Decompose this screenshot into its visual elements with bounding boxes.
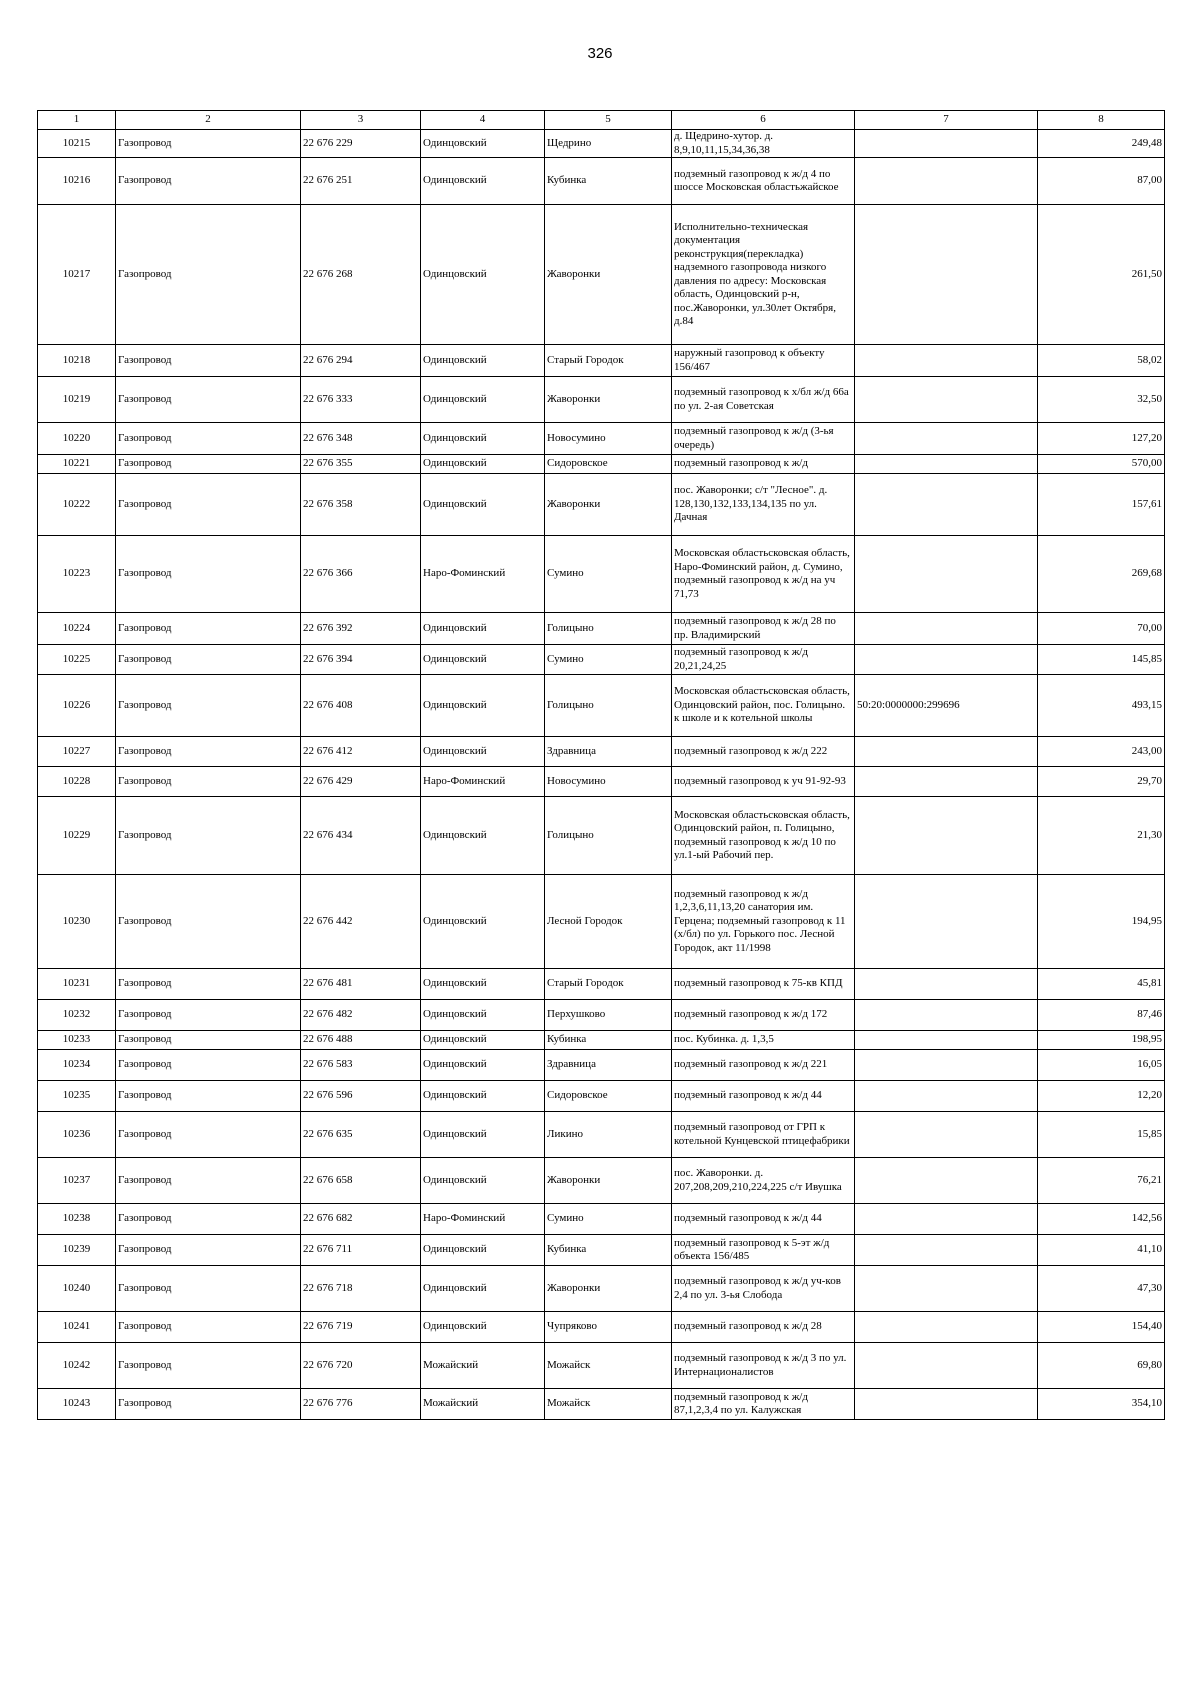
cell-length: 58,02: [1038, 345, 1165, 377]
cell-row-number: 10222: [38, 474, 116, 536]
table-row: [38, 797, 1165, 875]
cell-object-type: Газопровод: [116, 1050, 301, 1081]
cell-description: подземный газопровод от ГРП к котельной Кунцевской птицефабрики: [672, 1112, 855, 1158]
cell-row-number: 10242: [38, 1343, 116, 1389]
cell-locality: Голицыно: [545, 797, 672, 875]
cell-row-number: 10225: [38, 645, 116, 675]
cell-length: 493,15: [1038, 675, 1165, 737]
cell-locality: Жаворонки: [545, 474, 672, 536]
cell-length: 157,61: [1038, 474, 1165, 536]
table-row: [38, 613, 1165, 645]
cell-district: Одинцовский: [421, 1235, 545, 1266]
cell-object-code: 22 676 348: [301, 423, 421, 455]
cell-description: подземный газопровод к ж/д 87,1,2,3,4 по ул. Калужская: [672, 1389, 855, 1420]
table-row: [38, 1266, 1165, 1312]
page-number: 326: [587, 45, 613, 62]
cell-cadastral-number: [855, 1158, 1038, 1204]
cell-district: Одинцовский: [421, 797, 545, 875]
cell-object-type: Газопровод: [116, 767, 301, 797]
cell-cadastral-number: [855, 345, 1038, 377]
cell-row-number: 10223: [38, 536, 116, 613]
cell-locality: Жаворонки: [545, 205, 672, 345]
cell-length: 194,95: [1038, 875, 1165, 969]
cell-cadastral-number: [855, 1031, 1038, 1050]
cell-row-number: 10221: [38, 455, 116, 474]
registry-table: [37, 110, 1165, 1420]
table-row: [38, 455, 1165, 474]
cell-district: Одинцовский: [421, 969, 545, 1000]
cell-cadastral-number: [855, 1204, 1038, 1235]
cell-district: Одинцовский: [421, 737, 545, 767]
cell-row-number: 10240: [38, 1266, 116, 1312]
cell-object-type: Газопровод: [116, 474, 301, 536]
cell-object-type: Газопровод: [116, 875, 301, 969]
cell-locality: Чупряково: [545, 1312, 672, 1343]
cell-row-number: 10230: [38, 875, 116, 969]
cell-district: Одинцовский: [421, 1081, 545, 1112]
cell-object-type: Газопровод: [116, 1266, 301, 1312]
cell-object-type: Газопровод: [116, 205, 301, 345]
cell-district: Одинцовский: [421, 1031, 545, 1050]
cell-cadastral-number: [855, 645, 1038, 675]
cell-length: 70,00: [1038, 613, 1165, 645]
cell-object-type: Газопровод: [116, 1204, 301, 1235]
cell-description: подземный газопровод к ж/д 44: [672, 1204, 855, 1235]
cell-object-type: Газопровод: [116, 345, 301, 377]
cell-row-number: 10234: [38, 1050, 116, 1081]
cell-object-code: 22 676 720: [301, 1343, 421, 1389]
cell-locality: Здравница: [545, 1050, 672, 1081]
cell-cadastral-number: [855, 1235, 1038, 1266]
cell-cadastral-number: [855, 536, 1038, 613]
cell-length: 261,50: [1038, 205, 1165, 345]
table-row: [38, 1312, 1165, 1343]
cell-locality: Кубинка: [545, 1031, 672, 1050]
table-row: [38, 1158, 1165, 1204]
cell-description: пос. Жаворонки; с/т "Лесное". д. 128,130,132,133,134,135 по ул. Дачная: [672, 474, 855, 536]
cell-row-number: 10219: [38, 377, 116, 423]
cell-length: 142,56: [1038, 1204, 1165, 1235]
cell-length: 29,70: [1038, 767, 1165, 797]
cell-cadastral-number: [855, 1000, 1038, 1031]
cell-cadastral-number: [855, 205, 1038, 345]
cell-locality: Жаворонки: [545, 377, 672, 423]
cell-length: 269,68: [1038, 536, 1165, 613]
cell-district: Наро-Фоминский: [421, 767, 545, 797]
cell-district: Одинцовский: [421, 1266, 545, 1312]
cell-row-number: 10228: [38, 767, 116, 797]
cell-district: Одинцовский: [421, 345, 545, 377]
cell-row-number: 10215: [38, 130, 116, 158]
table-row: [38, 1050, 1165, 1081]
cell-object-code: 22 676 635: [301, 1112, 421, 1158]
cell-description: наружный газопровод к объекту 156/467: [672, 345, 855, 377]
cell-cadastral-number: 50:20:0000000:299696: [855, 675, 1038, 737]
table-row: [38, 130, 1165, 158]
cell-locality: Ликино: [545, 1112, 672, 1158]
cell-length: 69,80: [1038, 1343, 1165, 1389]
column-header-2: 2: [116, 111, 301, 130]
cell-object-code: 22 676 442: [301, 875, 421, 969]
cell-description: подземный газопровод к ж/д 28: [672, 1312, 855, 1343]
cell-object-code: 22 676 394: [301, 645, 421, 675]
cell-locality: Сумино: [545, 536, 672, 613]
cell-object-code: 22 676 776: [301, 1389, 421, 1420]
cell-description: пос. Жаворонки. д. 207,208,209,210,224,225 с/т Ивушка: [672, 1158, 855, 1204]
cell-object-code: 22 676 719: [301, 1312, 421, 1343]
cell-cadastral-number: [855, 158, 1038, 205]
cell-district: Наро-Фоминский: [421, 1204, 545, 1235]
cell-locality: Новосумино: [545, 767, 672, 797]
cell-district: Одинцовский: [421, 875, 545, 969]
cell-object-type: Газопровод: [116, 797, 301, 875]
cell-description: Московская областьсковская область, Одинцовский район, пос. Голицыно. к школе и к котельной школы: [672, 675, 855, 737]
column-header-8: 8: [1038, 111, 1165, 130]
cell-length: 354,10: [1038, 1389, 1165, 1420]
cell-length: 87,00: [1038, 158, 1165, 205]
cell-district: Одинцовский: [421, 1112, 545, 1158]
cell-locality: Сумино: [545, 1204, 672, 1235]
cell-cadastral-number: [855, 1112, 1038, 1158]
cell-row-number: 10216: [38, 158, 116, 205]
table-row: [38, 875, 1165, 969]
cell-object-type: Газопровод: [116, 675, 301, 737]
cell-object-type: Газопровод: [116, 536, 301, 613]
cell-description: д. Щедрино-хутор. д. 8,9,10,11,15,34,36,38: [672, 130, 855, 158]
cell-district: Наро-Фоминский: [421, 536, 545, 613]
cell-locality: Сидоровское: [545, 1081, 672, 1112]
cell-object-type: Газопровод: [116, 1081, 301, 1112]
table-row: [38, 536, 1165, 613]
cell-object-type: Газопровод: [116, 1158, 301, 1204]
cell-locality: Голицыно: [545, 675, 672, 737]
cell-object-type: Газопровод: [116, 737, 301, 767]
column-header-7: 7: [855, 111, 1038, 130]
cell-description: подземный газопровод к ж/д 221: [672, 1050, 855, 1081]
table-row: [38, 969, 1165, 1000]
cell-cadastral-number: [855, 474, 1038, 536]
cell-length: 198,95: [1038, 1031, 1165, 1050]
cell-object-type: Газопровод: [116, 1343, 301, 1389]
table-body: [38, 130, 1165, 1420]
cell-locality: Сумино: [545, 645, 672, 675]
table-row: [38, 1031, 1165, 1050]
cell-length: 12,20: [1038, 1081, 1165, 1112]
cell-cadastral-number: [855, 969, 1038, 1000]
cell-row-number: 10229: [38, 797, 116, 875]
cell-locality: Старый Городок: [545, 345, 672, 377]
table-row: [38, 737, 1165, 767]
table-row: [38, 1204, 1165, 1235]
cell-object-code: 22 676 408: [301, 675, 421, 737]
cell-length: 16,05: [1038, 1050, 1165, 1081]
cell-row-number: 10231: [38, 969, 116, 1000]
cell-object-type: Газопровод: [116, 613, 301, 645]
cell-row-number: 10227: [38, 737, 116, 767]
cell-object-code: 22 676 583: [301, 1050, 421, 1081]
cell-object-type: Газопровод: [116, 645, 301, 675]
cell-row-number: 10235: [38, 1081, 116, 1112]
cell-cadastral-number: [855, 613, 1038, 645]
cell-locality: Сидоровское: [545, 455, 672, 474]
cell-row-number: 10217: [38, 205, 116, 345]
cell-row-number: 10241: [38, 1312, 116, 1343]
cell-row-number: 10232: [38, 1000, 116, 1031]
cell-object-type: Газопровод: [116, 1312, 301, 1343]
cell-length: 154,40: [1038, 1312, 1165, 1343]
cell-district: Можайский: [421, 1389, 545, 1420]
cell-cadastral-number: [855, 1343, 1038, 1389]
cell-description: подземный газопровод к 75-кв КПД: [672, 969, 855, 1000]
cell-cadastral-number: [855, 737, 1038, 767]
table-row: [38, 158, 1165, 205]
cell-length: 570,00: [1038, 455, 1165, 474]
column-header-4: 4: [421, 111, 545, 130]
cell-object-code: 22 676 429: [301, 767, 421, 797]
cell-description: подземный газопровод к ж/д 3 по ул. Интернационалистов: [672, 1343, 855, 1389]
cell-district: Одинцовский: [421, 474, 545, 536]
cell-description: пос. Кубинка. д. 1,3,5: [672, 1031, 855, 1050]
cell-description: подземный газопровод к ж/д (3-ья очередь): [672, 423, 855, 455]
cell-locality: Лесной Городок: [545, 875, 672, 969]
cell-cadastral-number: [855, 797, 1038, 875]
cell-cadastral-number: [855, 1312, 1038, 1343]
cell-length: 127,20: [1038, 423, 1165, 455]
cell-description: подземный газопровод к ж/д 172: [672, 1000, 855, 1031]
cell-district: Одинцовский: [421, 377, 545, 423]
cell-row-number: 10233: [38, 1031, 116, 1050]
cell-object-type: Газопровод: [116, 1031, 301, 1050]
cell-cadastral-number: [855, 1081, 1038, 1112]
cell-description: подземный газопровод к ж/д 1,2,3,6,11,13,20 санатория им. Герцена; подземный газопровод к 11 (х/бл) по ул. Горького пос. Лесной Городок, акт 11/1998: [672, 875, 855, 969]
cell-description: подземный газопровод к ж/д: [672, 455, 855, 474]
cell-cadastral-number: [855, 455, 1038, 474]
cell-district: Одинцовский: [421, 158, 545, 205]
cell-description: подземный газопровод к ж/д 28 по пр. Владимирский: [672, 613, 855, 645]
cell-description: подземный газопровод к уч 91-92-93: [672, 767, 855, 797]
cell-object-type: Газопровод: [116, 158, 301, 205]
cell-row-number: 10239: [38, 1235, 116, 1266]
cell-object-code: 22 676 682: [301, 1204, 421, 1235]
column-header-6: 6: [672, 111, 855, 130]
cell-cadastral-number: [855, 875, 1038, 969]
cell-locality: Можайск: [545, 1343, 672, 1389]
cell-locality: Здравница: [545, 737, 672, 767]
table-row: [38, 645, 1165, 675]
table-row: [38, 1389, 1165, 1420]
cell-length: 76,21: [1038, 1158, 1165, 1204]
cell-locality: Можайск: [545, 1389, 672, 1420]
cell-district: Одинцовский: [421, 423, 545, 455]
column-header-3: 3: [301, 111, 421, 130]
cell-object-code: 22 676 358: [301, 474, 421, 536]
cell-length: 32,50: [1038, 377, 1165, 423]
cell-description: подземный газопровод к ж/д 222: [672, 737, 855, 767]
cell-locality: Кубинка: [545, 1235, 672, 1266]
cell-object-code: 22 676 711: [301, 1235, 421, 1266]
cell-description: Московская областьсковская область, Одинцовский район, п. Голицыно, подземный газопровод к ж/д 10 по ул.1-ый Рабочий пер.: [672, 797, 855, 875]
cell-locality: Кубинка: [545, 158, 672, 205]
cell-length: 45,81: [1038, 969, 1165, 1000]
cell-cadastral-number: [855, 1389, 1038, 1420]
cell-description: подземный газопровод к ж/д 4 по шоссе Московская областьжайское: [672, 158, 855, 205]
cell-row-number: 10243: [38, 1389, 116, 1420]
cell-locality: Новосумино: [545, 423, 672, 455]
cell-length: 145,85: [1038, 645, 1165, 675]
cell-object-code: 22 676 268: [301, 205, 421, 345]
cell-district: Одинцовский: [421, 1158, 545, 1204]
cell-object-type: Газопровод: [116, 455, 301, 474]
cell-length: 47,30: [1038, 1266, 1165, 1312]
cell-row-number: 10226: [38, 675, 116, 737]
cell-object-code: 22 676 412: [301, 737, 421, 767]
cell-length: 15,85: [1038, 1112, 1165, 1158]
cell-description: подземный газопровод к ж/д 44: [672, 1081, 855, 1112]
cell-object-type: Газопровод: [116, 423, 301, 455]
cell-object-code: 22 676 658: [301, 1158, 421, 1204]
cell-description: Исполнительно-техническая документация реконструкция(перекладка) надземного газопровода низкого давления по адресу: Московская область, Одинцовский р-н, пос.Жаворонки, ул.30лет Октября, д.84: [672, 205, 855, 345]
cell-description: подземный газопровод к х/бл ж/д 66а по ул. 2-ая Советская: [672, 377, 855, 423]
cell-cadastral-number: [855, 130, 1038, 158]
column-header-1: 1: [38, 111, 116, 130]
cell-length: 243,00: [1038, 737, 1165, 767]
cell-object-type: Газопровод: [116, 969, 301, 1000]
cell-cadastral-number: [855, 1050, 1038, 1081]
table-row: [38, 205, 1165, 345]
table-row: [38, 1343, 1165, 1389]
cell-object-code: 22 676 482: [301, 1000, 421, 1031]
table-row: [38, 345, 1165, 377]
cell-object-code: 22 676 718: [301, 1266, 421, 1312]
cell-district: Одинцовский: [421, 130, 545, 158]
cell-object-code: 22 676 392: [301, 613, 421, 645]
cell-description: подземный газопровод к ж/д 20,21,24,25: [672, 645, 855, 675]
cell-district: Одинцовский: [421, 1312, 545, 1343]
cell-object-code: 22 676 333: [301, 377, 421, 423]
cell-locality: Перхушково: [545, 1000, 672, 1031]
cell-object-code: 22 676 434: [301, 797, 421, 875]
cell-object-code: 22 676 488: [301, 1031, 421, 1050]
cell-description: подземный газопровод к 5-эт ж/д объекта 156/485: [672, 1235, 855, 1266]
cell-length: 41,10: [1038, 1235, 1165, 1266]
cell-cadastral-number: [855, 423, 1038, 455]
table-row: [38, 767, 1165, 797]
cell-object-type: Газопровод: [116, 1235, 301, 1266]
cell-length: 87,46: [1038, 1000, 1165, 1031]
table-row: [38, 423, 1165, 455]
table-row: [38, 1112, 1165, 1158]
table-row: [38, 675, 1165, 737]
cell-row-number: 10220: [38, 423, 116, 455]
cell-locality: Голицыно: [545, 613, 672, 645]
table-row: [38, 377, 1165, 423]
cell-district: Одинцовский: [421, 205, 545, 345]
cell-district: Одинцовский: [421, 613, 545, 645]
table-row: [38, 1235, 1165, 1266]
table-row: [38, 474, 1165, 536]
cell-locality: Жаворонки: [545, 1158, 672, 1204]
cell-district: Одинцовский: [421, 645, 545, 675]
cell-object-type: Газопровод: [116, 377, 301, 423]
cell-cadastral-number: [855, 767, 1038, 797]
cell-object-type: Газопровод: [116, 1389, 301, 1420]
cell-object-code: 22 676 596: [301, 1081, 421, 1112]
cell-row-number: 10236: [38, 1112, 116, 1158]
cell-row-number: 10237: [38, 1158, 116, 1204]
cell-length: 249,48: [1038, 130, 1165, 158]
cell-object-code: 22 676 481: [301, 969, 421, 1000]
table-row: [38, 1081, 1165, 1112]
cell-locality: Щедрино: [545, 130, 672, 158]
column-header-5: 5: [545, 111, 672, 130]
cell-object-code: 22 676 251: [301, 158, 421, 205]
table-header: [38, 111, 1165, 130]
cell-object-code: 22 676 294: [301, 345, 421, 377]
cell-row-number: 10218: [38, 345, 116, 377]
cell-cadastral-number: [855, 377, 1038, 423]
cell-cadastral-number: [855, 1266, 1038, 1312]
cell-object-type: Газопровод: [116, 1112, 301, 1158]
cell-district: Одинцовский: [421, 1000, 545, 1031]
table-row: [38, 1000, 1165, 1031]
cell-object-type: Газопровод: [116, 1000, 301, 1031]
cell-object-code: 22 676 355: [301, 455, 421, 474]
cell-object-code: 22 676 366: [301, 536, 421, 613]
cell-district: Одинцовский: [421, 675, 545, 737]
cell-description: Московская областьсковская область, Наро-Фоминский район, д. Сумино, подземный газопровод к ж/д на уч 71,73: [672, 536, 855, 613]
cell-locality: Старый Городок: [545, 969, 672, 1000]
header-row: [38, 111, 1165, 130]
cell-object-code: 22 676 229: [301, 130, 421, 158]
cell-row-number: 10224: [38, 613, 116, 645]
cell-description: подземный газопровод к ж/д уч-ков 2,4 по ул. 3-ья Слобода: [672, 1266, 855, 1312]
cell-object-type: Газопровод: [116, 130, 301, 158]
cell-district: Одинцовский: [421, 455, 545, 474]
cell-length: 21,30: [1038, 797, 1165, 875]
cell-row-number: 10238: [38, 1204, 116, 1235]
cell-district: Можайский: [421, 1343, 545, 1389]
cell-locality: Жаворонки: [545, 1266, 672, 1312]
cell-district: Одинцовский: [421, 1050, 545, 1081]
